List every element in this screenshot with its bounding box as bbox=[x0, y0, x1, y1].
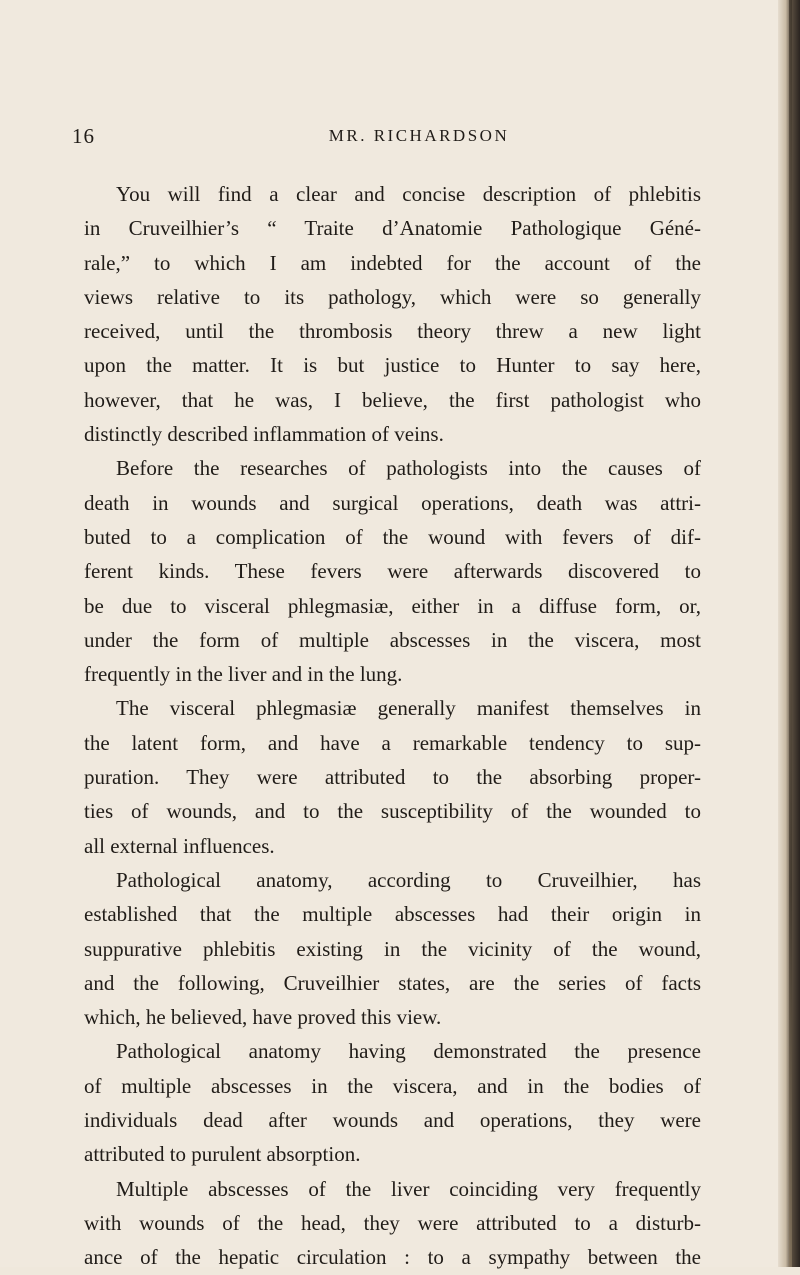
text-line: however, that he was, I believe, the first pathologist who bbox=[84, 387, 701, 412]
text-line: Before the researches of pathologists into the causes of bbox=[116, 456, 701, 481]
text-line: upon the matter. It is but justice to Hunter to say here, bbox=[84, 353, 701, 378]
text-line: frequently in the liver and in the lung. bbox=[84, 662, 403, 687]
running-title-text: MR. RICHARDSON bbox=[328, 126, 510, 145]
text-line: distinctly described inflammation of veins. bbox=[84, 422, 444, 447]
body-text bbox=[84, 177, 701, 1275]
text-line: Pathological anatomy having demonstrated the presence bbox=[116, 1039, 701, 1064]
running-title bbox=[0, 126, 800, 146]
text-line: ties of wounds, and to the susceptibility of the wounded to bbox=[84, 799, 701, 824]
text-line: and the following, Cruveilhier states, are the series of facts bbox=[84, 970, 701, 995]
text-line: established that the multiple abscesses had their origin in bbox=[84, 902, 701, 927]
text-line: buted to a complication of the wound with fevers of dif- bbox=[84, 524, 701, 549]
text-line: in Cruveilhier’s “ Traite d’Anatomie Pathologique Géné- bbox=[84, 216, 701, 241]
text-line: the latent form, and have a remarkable tendency to sup- bbox=[84, 730, 701, 755]
binding-stripe bbox=[789, 0, 792, 1267]
text-line: be due to visceral phlegmasiæ, either in a diffuse form, or, bbox=[84, 593, 701, 618]
text-line: with wounds of the head, they were attributed to a disturb- bbox=[84, 1210, 701, 1235]
text-line: puration. They were attributed to the absorbing proper- bbox=[84, 765, 701, 790]
text-line: Pathological anatomy, according to Cruveilhier, has bbox=[116, 867, 701, 892]
text-line: under the form of multiple abscesses in the viscera, most bbox=[84, 627, 701, 652]
text-line: received, until the thrombosis theory threw a new light bbox=[84, 319, 701, 344]
text-line: which, he believed, have proved this view. bbox=[84, 1005, 442, 1030]
text-line: suppurative phlebitis existing in the vicinity of the wound, bbox=[84, 936, 701, 961]
text-line: ance of the hepatic circulation : to a sympathy between the bbox=[84, 1245, 701, 1270]
text-line: death in wounds and surgical operations, death was attri- bbox=[84, 490, 701, 515]
text-line: individuals dead after wounds and operations, they were bbox=[84, 1108, 701, 1133]
text-line: Multiple abscesses of the liver coinciding very frequently bbox=[116, 1176, 701, 1201]
text-line: rale,” to which I am indebted for the account of the bbox=[84, 250, 701, 275]
text-line: ferent kinds. These fevers were afterwards discovered to bbox=[84, 559, 701, 584]
text-line: of multiple abscesses in the viscera, and in the bodies of bbox=[84, 1073, 701, 1098]
text-line: all external influences. bbox=[84, 833, 275, 858]
page-number: 16 bbox=[72, 124, 95, 148]
text-line: attributed to purulent absorption. bbox=[84, 1142, 361, 1167]
text-line: The visceral phlegmasiæ generally manifest themselves in bbox=[116, 696, 701, 721]
text-line: You will find a clear and concise description of phlebitis bbox=[116, 182, 701, 206]
text-line: views relative to its pathology, which were so generally bbox=[84, 284, 701, 309]
